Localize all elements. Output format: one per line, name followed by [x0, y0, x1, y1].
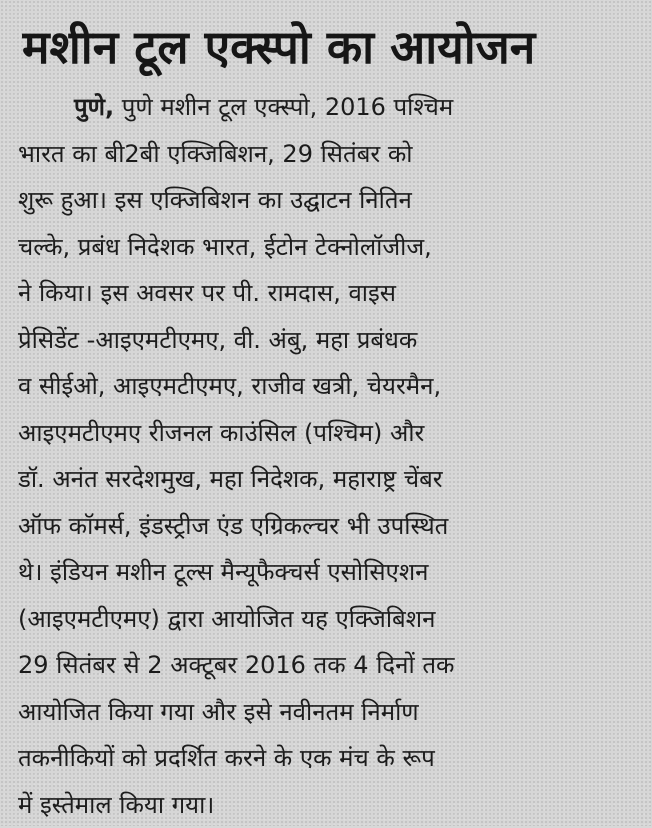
article-line: ऑफ कॉमर्स, इंडस्ट्रीज एंड एग्रिकल्चर भी उपस्थित: [18, 503, 638, 550]
headline: मशीन टूल एक्स्पो का आयोजन: [22, 18, 638, 80]
article-line: तकनीकियों को प्रदर्शित करने के एक मंच के रूप: [18, 735, 638, 782]
dateline: पुणे,: [74, 93, 114, 121]
article-line: में इस्तेमाल किया गया।: [18, 782, 638, 828]
article-line: आयोजित किया गया और इसे नवीनतम निर्माण: [18, 689, 638, 736]
article-line: भारत का बी2बी एक्जिबिशन, 29 सितंबर को: [18, 131, 638, 178]
article-line-text: पुणे मशीन टूल एक्स्पो, 2016 पश्चिम: [122, 93, 453, 121]
article-line: व सीईओ, आइएमटीएमए, राजीव खत्री, चेयरमैन,: [18, 363, 638, 410]
article-line: चल्के, प्रबंध निदेशक भारत, ईटोन टेक्नोलॉजीज,: [18, 224, 638, 271]
article-line: (आइएमटीएमए) द्वारा आयोजित यह एक्जिबिशन: [18, 596, 638, 643]
article-line: ने किया। इस अवसर पर पी. रामदास, वाइस: [18, 270, 638, 317]
article-line: प्रेसिडेंट -आइएमटीएमए, वी. अंबु, महा प्रबंधक: [18, 317, 638, 364]
article-line: शुरू हुआ। इस एक्जिबिशन का उद्घाटन नितिन: [18, 177, 638, 224]
article-line: [18, 84, 638, 131]
article-body: [18, 84, 638, 828]
article-line: 29 सितंबर से 2 अक्टूबर 2016 तक 4 दिनों तक: [18, 642, 638, 689]
article-line: थे। इंडियन मशीन टूल्स मैन्यूफैक्चर्स एसोसिएशन: [18, 549, 638, 596]
article-line: डॉ. अनंत सरदेशमुख, महा निदेशक, महाराष्ट्र चेंबर: [18, 456, 638, 503]
article-line: आइएमटीएमए रीजनल काउंसिल (पश्चिम) और: [18, 410, 638, 457]
